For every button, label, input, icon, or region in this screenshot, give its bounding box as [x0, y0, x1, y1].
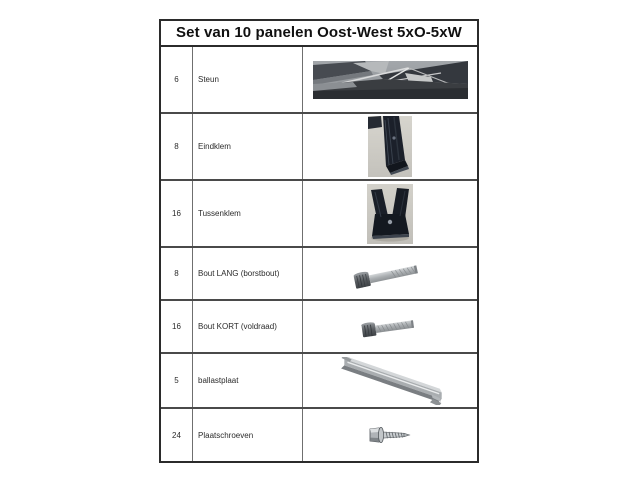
part-image-cell — [303, 248, 477, 299]
part-image-cell — [303, 409, 477, 461]
quantity-cell: 8 — [161, 248, 193, 299]
table-row-tussenklem — [161, 181, 477, 248]
part-image-cell — [303, 114, 477, 179]
table-title: Set van 10 panelen Oost-West 5xO-5xW — [161, 21, 477, 47]
part-name-cell: ballastplaat — [193, 354, 303, 407]
table-row-plaatschroeven — [161, 409, 477, 461]
part-image-cell — [303, 301, 477, 352]
table-row-eindklem — [161, 114, 477, 181]
bout-kort-product-photo — [358, 313, 422, 341]
part-name-cell: Eindklem — [193, 114, 303, 179]
quantity-cell: 24 — [161, 409, 193, 461]
quantity-cell: 16 — [161, 181, 193, 246]
tussenklem-product-photo — [367, 184, 413, 244]
part-name-cell: Tussenklem — [193, 181, 303, 246]
quantity-cell: 16 — [161, 301, 193, 352]
plaatschroeven-product-photo — [366, 424, 414, 446]
table-row-bout-kort — [161, 301, 477, 354]
bout-lang-product-photo — [350, 257, 430, 291]
part-name-cell: Steun — [193, 47, 303, 112]
parts-table — [159, 19, 479, 463]
table-row-ballastplaat — [161, 354, 477, 409]
part-name-cell: Plaatschroeven — [193, 409, 303, 461]
steun-product-photo — [313, 61, 468, 99]
part-name-cell: Bout LANG (borstbout) — [193, 248, 303, 299]
table-row-bout-lang — [161, 248, 477, 301]
quantity-cell: 5 — [161, 354, 193, 407]
quantity-cell: 6 — [161, 47, 193, 112]
ballastplaat-product-photo — [334, 357, 446, 405]
eindklem-product-photo — [368, 116, 412, 177]
table-row-steun — [161, 47, 477, 114]
part-image-cell — [303, 181, 477, 246]
part-image-cell — [303, 47, 477, 112]
quantity-cell: 8 — [161, 114, 193, 179]
part-name-cell: Bout KORT (voldraad) — [193, 301, 303, 352]
part-image-cell — [303, 354, 477, 407]
